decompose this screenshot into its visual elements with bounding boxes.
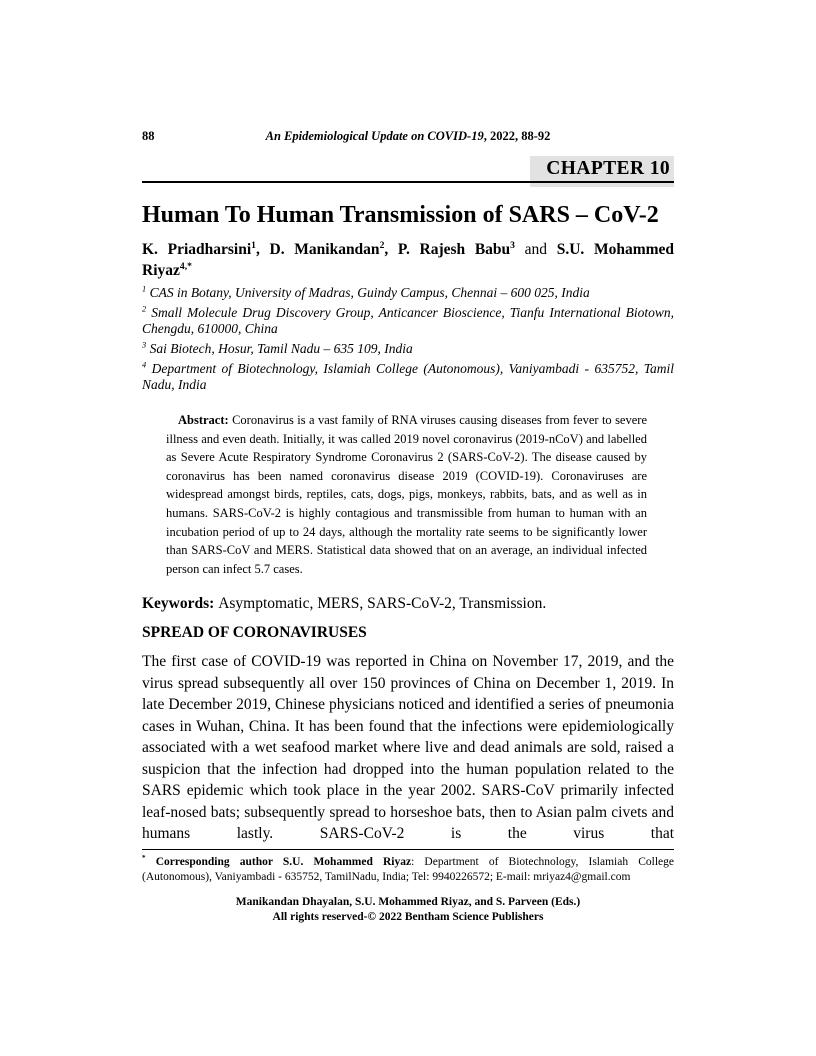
affiliation-3: $^3$ Sai Biotech, Hosur, Tamil Nadu – 635 109, India [142,340,413,356]
chapter-banner [142,156,674,188]
affiliation-2: $^2$ Small Molecule Drug Discovery Group, Anticancer Bioscience, Tianfu International Biotown, Chengdu, 610000, China [142,304,674,336]
running-head: An Epidemiological Update on COVID-19, 2022, 88-92 [265,129,551,143]
page-footer [142,895,674,925]
page-header [142,0,674,144]
authors-line: K. Priadharsini$^1$, D. Manikandan$^2$, P. Rajesh Babu$^3$ and S.U. Mohammed Riyaz$^{4,*}$ [142,239,675,279]
keywords-line: Keywords: Asymptomatic, MERS, SARS-CoV-2, Transmission. [142,595,547,613]
affiliation-1: $^1$ CAS in Botany, University of Madras, Guindy Campus, Chennai – 600 025, India [142,284,590,300]
footer-editors: Manikandan Dhayalan, S.U. Mohammed Riyaz, and S. Parveen (Eds.) [235,895,581,908]
abstract-block: Abstract: Coronavirus is a vast family of RNA viruses causing diseases from fever to severe illness and even death. Initially, it was called 2019 novel coronavirus (2019-nCoV) and labelled as Severe Acute Respiratory Syndrome Coronavirus 2 (SARS-CoV-2). The disease caused by coronavirus has been named coronavirus disease 2019 (COVID-19). Coronaviruses are widespread amongst birds, reptiles, cats, dogs, pigs, monkeys, rabbits, bats, and as well as in humans. SARS-CoV-2 is highly contagious and transmissible from human to human with an incubation period of up to 24 days, although the mortality rate seems to be significantly lower than SARS-CoV and MERS. Statistical data showed that on an average, an individual infected person can infect 5.7 cases. [166,413,647,576]
footer-rights: All rights reserved-© 2022 Bentham Science Publishers [272,910,544,923]
corresponding-author-note: * Corresponding author S.U. Mohammed Riyaz: Department of Biotechnology, Islamiah College (Autonomous), Vaniyambadi - 635752, TamilNadu, India; Tel: 9940226572; E-mail: mriyaz4@gmail.com [142,849,674,885]
page-number: 88 [142,129,155,143]
chapter-title: Human To Human Transmission of SARS – CoV-2 [142,202,659,228]
header-rule [142,181,674,183]
page-content [142,0,674,925]
section-heading: SPREAD OF CORONAVIRUSES [142,624,367,642]
affiliations [142,285,674,393]
affiliation-4: $^4$ Department of Biotechnology, Islamiah College (Autonomous), Vaniyambadi - 635752, Tamil Nadu, India [142,360,674,392]
chapter-label: CHAPTER 10 [530,156,674,187]
body-paragraph: The first case of COVID-19 was reported in China on November 17, 2019, and the virus spread subsequently all over 150 provinces of China on December 1, 2019. In late December 2019, Chinese physicians noticed and identified a series of pneumonia cases in Wuhan, China. It has been found that the infections were epidemiologically associated with a wet seafood market where live and dead animals are sold, raised a suspicion that the infection had dropped into the human population related to the SARS epidemic which took place in the year 2002. SARS-CoV primarily infected leaf-nosed bats; subsequently spread to horseshoe bats, then to Asian palm civets and humans lastly. SARS-CoV-2 is the virus that [142,653,674,843]
